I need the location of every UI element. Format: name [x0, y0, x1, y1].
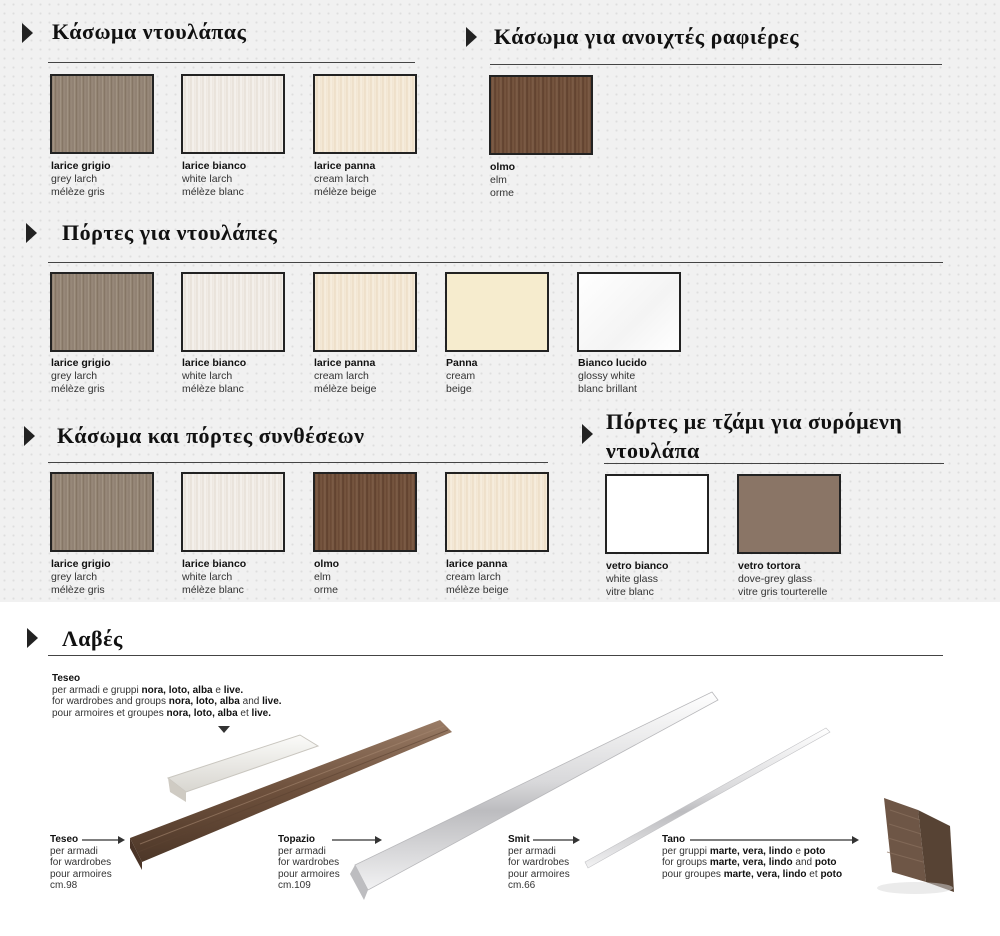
- swatch-label-fr: mélèze beige: [446, 584, 509, 596]
- smit-caption: Smit per armadi for wardrobes pour armoires cm.66: [508, 834, 570, 891]
- swatch-label-en: white larch: [182, 370, 233, 382]
- doors-swatch-caption-0: [51, 357, 111, 396]
- teseo-top-name: Teseo: [52, 673, 81, 684]
- open_shelves-swatch-0: [489, 75, 593, 155]
- compositions-swatch-2: [313, 472, 417, 552]
- swatch-label-en: cream larch: [446, 571, 501, 583]
- sliding-swatch-caption-1: [738, 560, 827, 599]
- swatch-label-fr: mélèze gris: [51, 186, 105, 198]
- section-title-frame: Κάσωμα ντουλάπας: [52, 19, 247, 44]
- swatch-label-en: cream: [446, 370, 476, 382]
- frame-swatch-0: [50, 74, 154, 154]
- doors-swatch-4: [577, 272, 681, 352]
- swatch-label-fr: mélèze blanc: [182, 584, 244, 596]
- swatch-label-en: dove-grey glass: [738, 573, 813, 585]
- swatch-label-it: larice grigio: [51, 357, 111, 369]
- teseo-top-caption: Teseo per armadi e gruppi nora, loto, alba e live. for wardrobes and groups nora, loto, alba and live. pour armoires et groupes nora, loto, alba et live.: [52, 673, 282, 719]
- frame-swatch-caption-1: [182, 160, 246, 199]
- swatch-label-fr: mélèze blanc: [182, 186, 244, 198]
- doors-swatch-1: [181, 272, 285, 352]
- swatch-label-fr: mélèze gris: [51, 383, 105, 395]
- swatch-label-en: cream larch: [314, 173, 369, 185]
- swatch-label-it: larice panna: [314, 160, 376, 172]
- swatch-label-it: vetro bianco: [606, 560, 669, 572]
- tano-handle-image: [877, 798, 954, 894]
- doors-swatch-caption-2: [314, 357, 376, 396]
- section-divider: [48, 462, 548, 463]
- swatch-label-fr: mélèze gris: [51, 584, 105, 596]
- open_shelves-swatch-caption-0: [490, 161, 515, 200]
- section-divider: [604, 463, 944, 464]
- compositions-swatch-1: [181, 472, 285, 552]
- swatch-label-fr: mélèze blanc: [182, 383, 244, 395]
- swatch-label-fr: vitre gris tourterelle: [738, 586, 828, 598]
- compositions-swatch-3: [445, 472, 549, 552]
- swatch-label-en: grey larch: [51, 173, 98, 185]
- sliding-swatch-caption-0: [606, 560, 668, 599]
- swatch-label-en: white glass: [606, 573, 658, 585]
- doors-swatch-caption-1: [182, 357, 246, 396]
- swatch-label-fr: beige: [446, 383, 472, 395]
- doors-swatch-caption-3: [446, 357, 478, 396]
- doors-swatch-2: [313, 272, 417, 352]
- doors-swatch-caption-4: [578, 357, 647, 396]
- frame-swatch-caption-0: [51, 160, 111, 199]
- swatch-label-it: larice panna: [314, 357, 376, 369]
- frame-swatch-caption-2: [314, 160, 376, 199]
- compositions-swatch-caption-0: [51, 558, 111, 597]
- section-title-sliding: Πόρτες με τζάμι για συρόμενη ντουλάπα: [606, 409, 903, 463]
- sliding-swatch-0: [605, 474, 709, 554]
- swatch-label-en: white larch: [182, 173, 233, 185]
- topazio-caption: Topazio per armadi for wardrobes pour armoires cm.109: [278, 834, 340, 891]
- swatch-label-en: cream larch: [314, 370, 369, 382]
- section-bullet-icon: [24, 426, 35, 446]
- section-title-doors: Πόρτες για ντουλάπες: [62, 220, 278, 245]
- swatch-label-it: larice grigio: [51, 160, 111, 172]
- section-title-open-shelves: Κάσωμα για ανοιχτές ραφιέρες: [494, 24, 800, 49]
- section-bullet-icon: [22, 23, 33, 43]
- swatch-label-fr: orme: [490, 187, 514, 199]
- swatch-label-en: glossy white: [578, 370, 636, 382]
- swatch-label-fr: mélèze beige: [314, 383, 377, 395]
- doors-swatch-0: [50, 272, 154, 352]
- swatch-label-it: larice grigio: [51, 558, 111, 570]
- section-title-compositions: Κάσωμα και πόρτες συνθέσεων: [57, 423, 365, 448]
- swatch-label-it: larice bianco: [182, 558, 247, 570]
- swatch-label-it: Bianco lucido: [578, 357, 647, 369]
- swatch-label-en: white larch: [182, 571, 233, 583]
- frame-swatch-1: [181, 74, 285, 154]
- swatch-label-it: larice bianco: [182, 357, 247, 369]
- frame-swatch-2: [313, 74, 417, 154]
- swatch-label-it: vetro tortora: [738, 560, 801, 572]
- swatch-label-it: olmo: [490, 161, 516, 173]
- doors-swatch-3: [445, 272, 549, 352]
- swatch-label-fr: blanc brillant: [578, 383, 637, 395]
- tano-caption: Tano per gruppi marte, vera, lindo e poto for groups marte, vera, lindo and poto pour groupes marte, vera, lindo et poto: [662, 834, 843, 880]
- compositions-swatch-0: [50, 472, 154, 552]
- section-bullet-icon: [26, 223, 37, 243]
- swatch-label-it: larice panna: [446, 558, 508, 570]
- swatch-label-it: Panna: [446, 357, 478, 369]
- compositions-swatch-caption-2: [314, 558, 339, 597]
- section-divider: [48, 62, 415, 63]
- section-bullet-icon: [466, 27, 477, 47]
- sliding-swatch-1: [737, 474, 841, 554]
- compositions-swatch-caption-3: [446, 558, 508, 597]
- swatch-label-en: elm: [490, 174, 507, 186]
- teseo-pointer-icon: [218, 726, 230, 733]
- section-divider: [490, 64, 942, 65]
- section-divider: [48, 262, 943, 263]
- swatch-label-en: elm: [314, 571, 331, 583]
- swatch-label-en: grey larch: [51, 370, 98, 382]
- compositions-swatch-caption-1: [182, 558, 246, 597]
- swatch-label-en: grey larch: [51, 571, 98, 583]
- swatch-label-it: olmo: [314, 558, 340, 570]
- swatch-label-fr: vitre blanc: [606, 586, 654, 598]
- swatch-label-fr: orme: [314, 584, 338, 596]
- swatch-label-fr: mélèze beige: [314, 186, 377, 198]
- section-title-handles: Λαβές: [62, 626, 123, 651]
- handles-illustration: [0, 600, 1000, 936]
- swatch-label-it: larice bianco: [182, 160, 247, 172]
- teseo-caption: Teseo per armadi for wardrobes pour armoires cm.98: [50, 834, 112, 891]
- section-bullet-icon: [582, 424, 593, 444]
